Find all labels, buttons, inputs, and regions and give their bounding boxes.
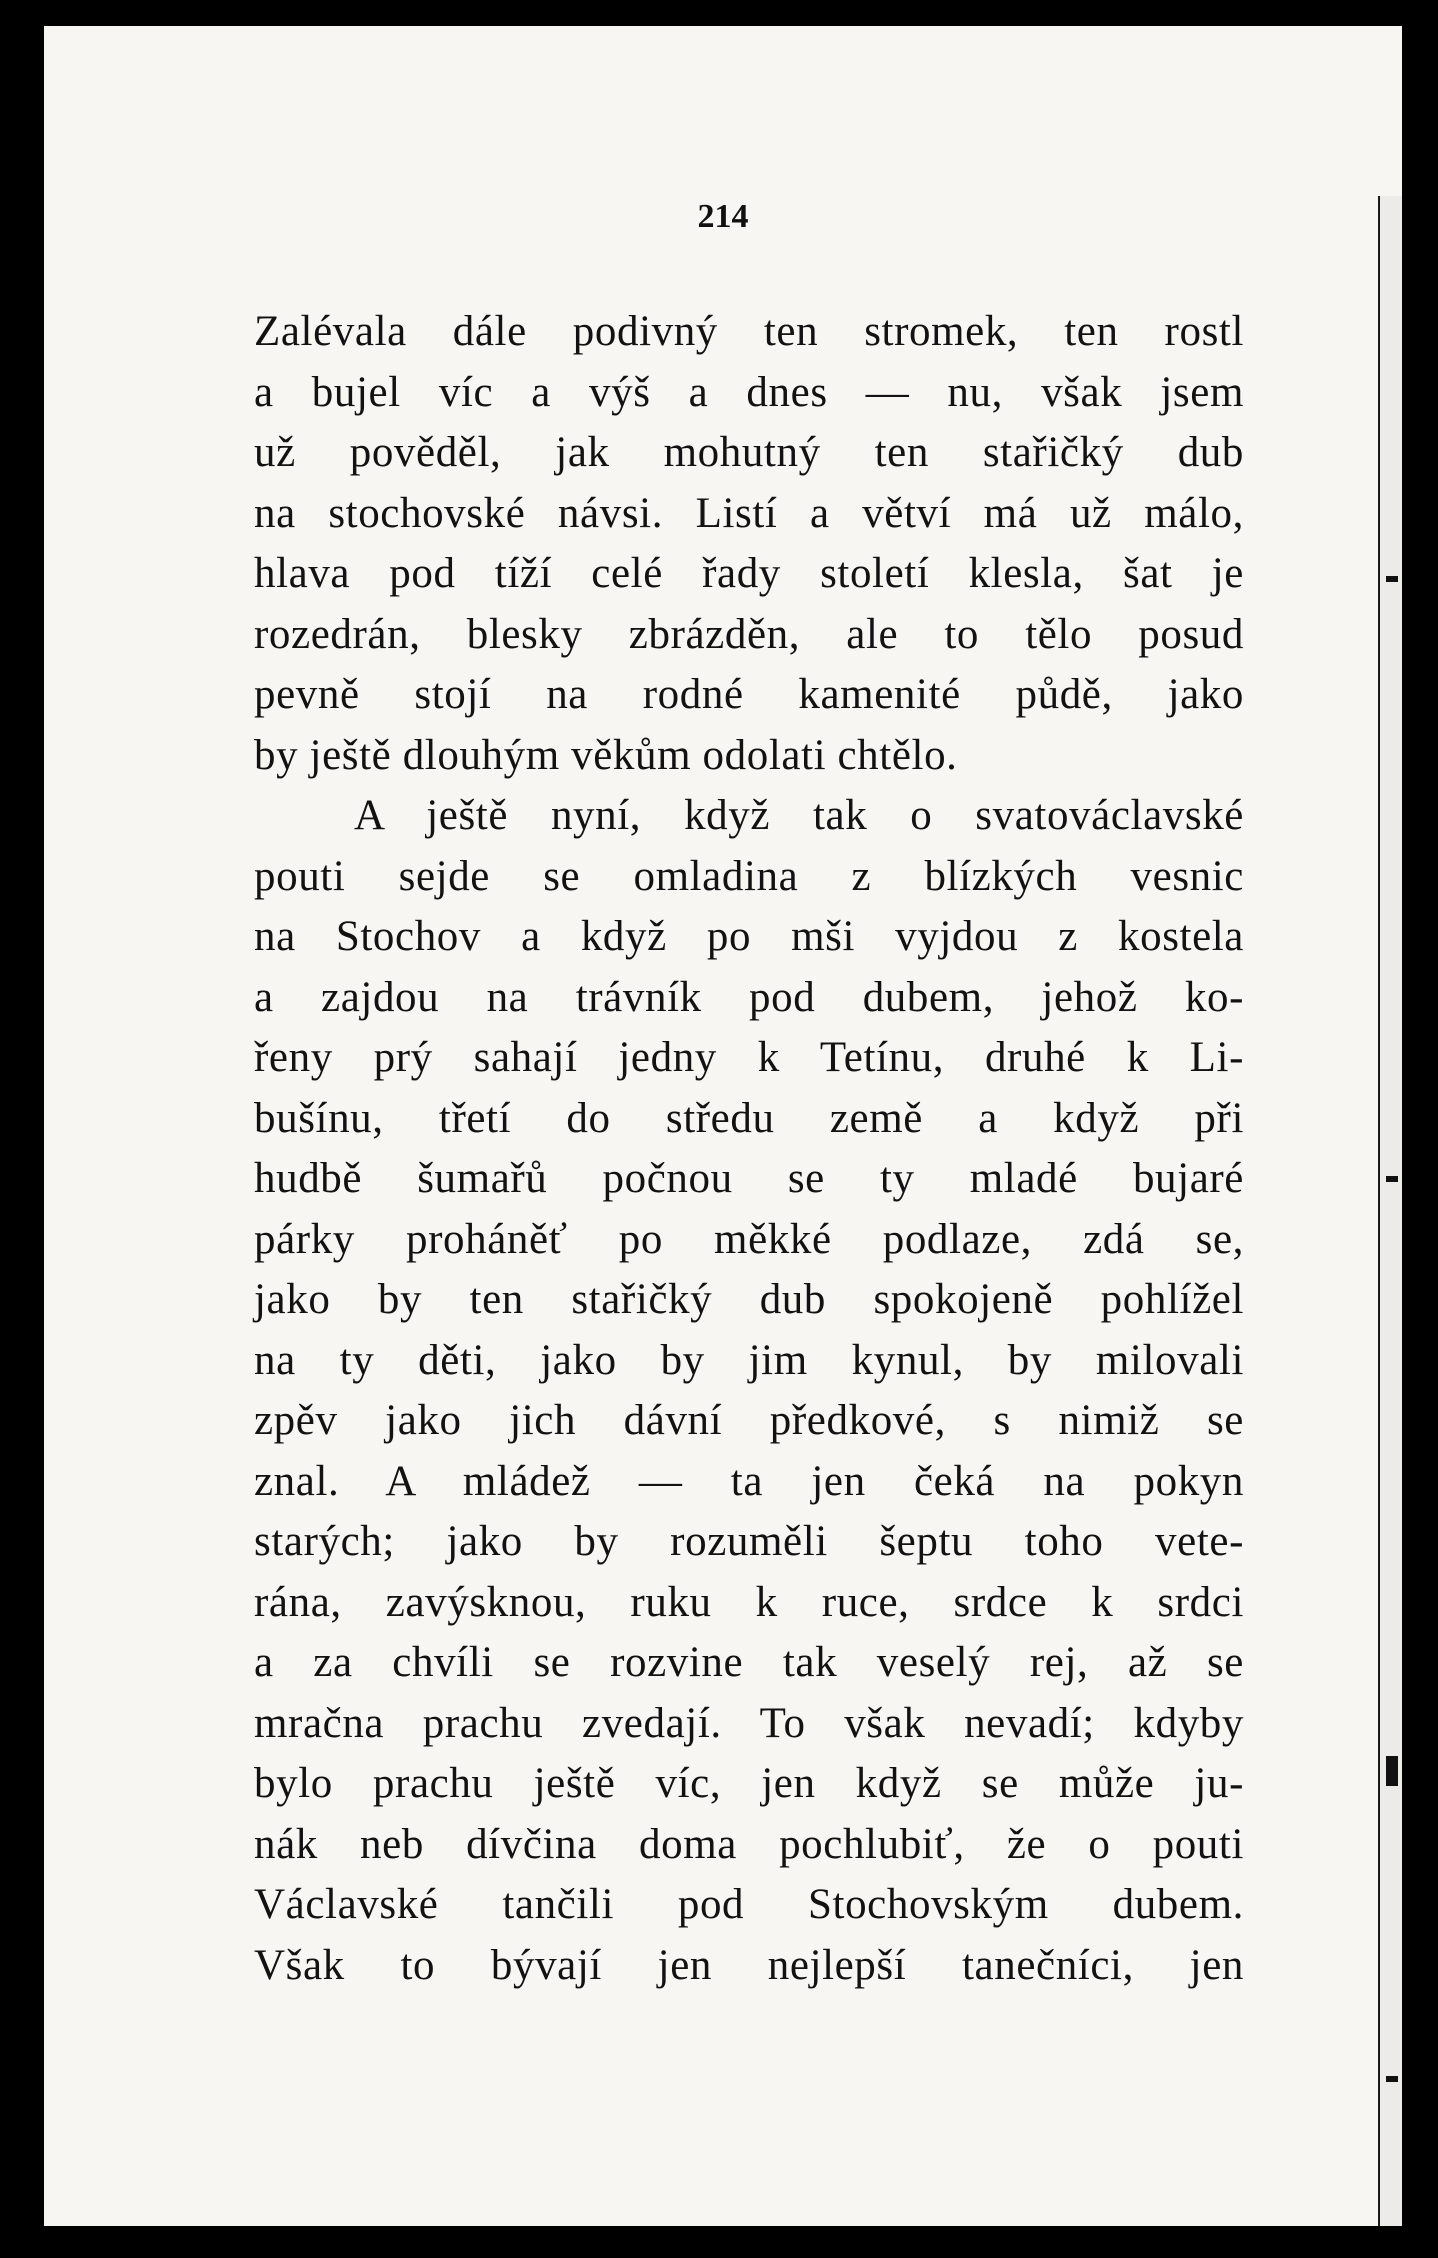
body-text [254,302,1244,1996]
text-line: a bujel víc a výš a dnes — nu, však jsem [254,368,1244,416]
binding-edge [1378,196,1402,2226]
text-line: bušínu, třetí do středu země a když při [254,1094,1244,1142]
text-line: hudbě šumařů počnou se ty mladé bujaré [254,1155,1244,1202]
text-line: rozedrán, blesky zbrázděn, ale to tělo posud [254,610,1244,658]
text-line: mračna prachu zvedají. To však nevadí; kdyby [254,1699,1244,1747]
text-line: jako by ten stařičký dub spokojeně pohlížel [254,1276,1244,1323]
text-line: Však to bývají jen nejlepší tanečníci, jen [254,1941,1244,1989]
text-line: A ještě nyní, když tak o svatováclavské [354,792,1244,839]
text-line: na ty děti, jako by jim kynul, by milovali [254,1336,1244,1384]
text-line: znal. A mládež — ta jen čeká na pokyn [254,1457,1244,1505]
text-line: Zalévala dále podivný ten stromek, ten rostl [254,308,1244,355]
text-line: bylo prachu ještě víc, jen když se může ju- [254,1760,1244,1807]
edge-mark [1386,1176,1398,1182]
text-line: a zajdou na trávník pod dubem, jehož ko- [254,973,1244,1021]
text-line: starých; jako by rozuměli šeptu toho vete- [254,1518,1244,1565]
edge-mark [1386,1756,1398,1786]
text-line: už pověděl, jak mohutný ten stařičký dub [254,429,1244,476]
book-page [44,26,1402,2226]
text-line: rána, zavýsknou, ruku k ruce, srdce k srdci [254,1578,1244,1626]
page-number: 214 [697,198,749,235]
text-line: na Stochov a když po mši vyjdou z kostela [254,913,1244,960]
text-line: na stochovské návsi. Listí a větví má už málo, [254,489,1244,537]
text-line: nák neb dívčina doma pochlubiť, že o pouti [254,1820,1244,1868]
text-line: řeny prý sahají jedny k Tetínu, druhé k Li- [254,1034,1244,1081]
text-line: hlava pod tíží celé řady století klesla, šat je [254,550,1244,597]
edge-mark [1386,2076,1398,2082]
text-line: zpěv jako jich dávní předkové, s nimiž se [254,1397,1244,1444]
text-line: by ještě dlouhým věkům odolati chtělo. [254,731,958,779]
text-line: Václavské tančili pod Stochovským dubem. [254,1881,1244,1928]
text-line: pevně stojí na rodné kamenité půdě, jako [254,671,1244,718]
edge-mark [1386,576,1398,582]
text-line: pouti sejde se omladina z blízkých vesnic [254,852,1244,900]
text-line: a za chvíli se rozvine tak veselý rej, až se [254,1639,1244,1686]
text-line: párky proháněť po měkké podlaze, zdá se, [254,1215,1244,1263]
